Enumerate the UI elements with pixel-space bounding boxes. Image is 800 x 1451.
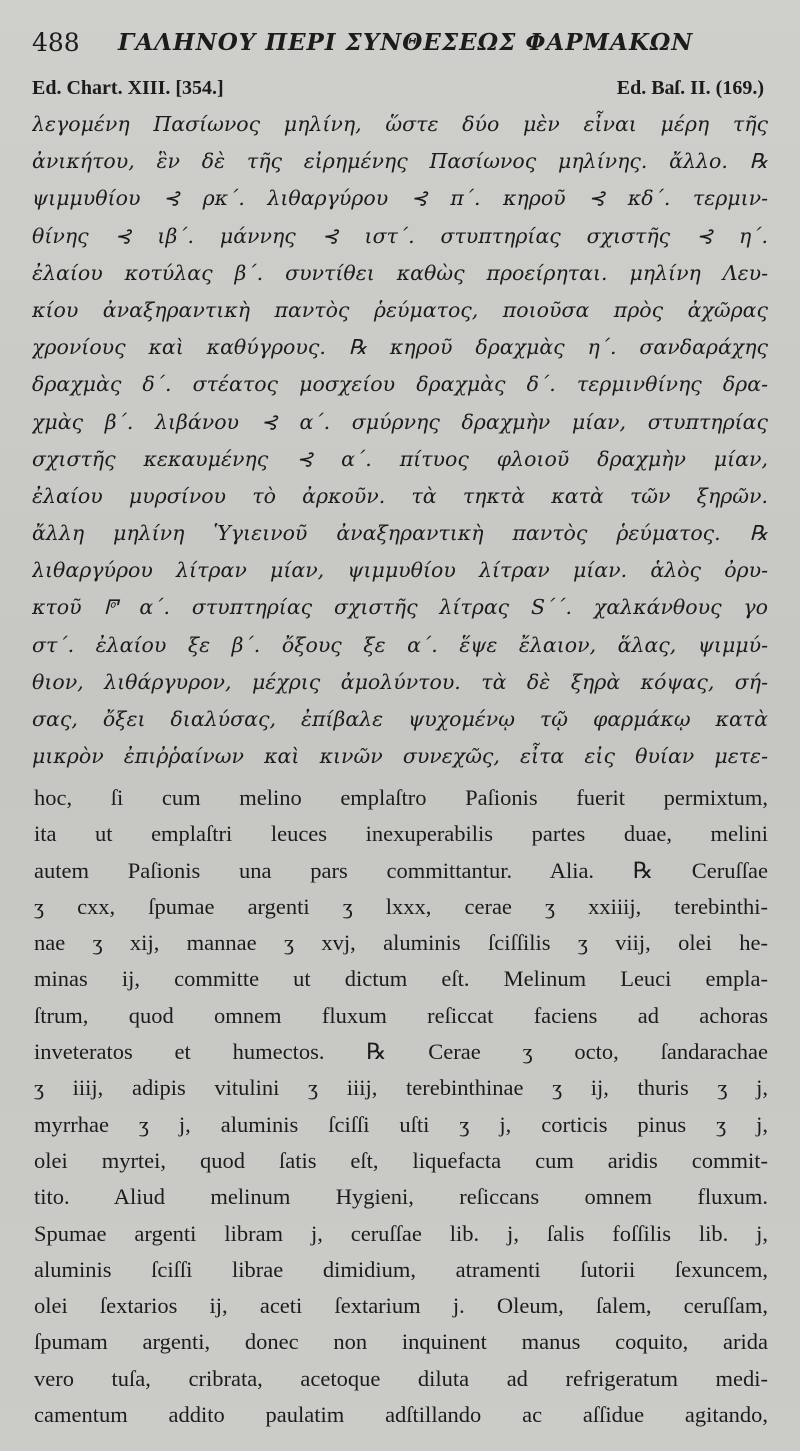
- greek-text-line: μικρὸν ἐπιῤῥαίνων καὶ κινῶν συνεχῶς, εἶτα εἰς θυίαν μετε-: [32, 744, 768, 769]
- greek-text-line: σας, ὄξει διαλύσας, ἐπίβαλε ψυχομένῳ τῷ φαρμάκῳ κατὰ: [32, 707, 768, 731]
- greek-text-line: ἐλαίου μυρσίνου τὸ ἀρκοῦν. τὰ τηκτὰ κατὰ τῶν ξηρῶν.: [32, 483, 768, 508]
- greek-text-line: ἐλαίου κοτύλας β΄. συντίθει καθὼς προείρηται. μηλίνη Λευ-: [32, 260, 768, 285]
- latin-text-line: nae ʒ xij, mannae ʒ xvj, aluminis ſciſſilis ʒ viij, olei he-: [34, 930, 768, 956]
- greek-text-line: σχιστῆς κεκαυμένης ⊰ α΄. πίτυος φλοιοῦ δραχμὴν μίαν,: [32, 446, 768, 471]
- edition-basel: Ed. Baſ. II. (169.): [616, 77, 764, 99]
- latin-text-block: [34, 780, 768, 1433]
- greek-text-line: κτοῦ 𐆄 α΄. στυπτηρίας σχιστῆς λίτρας S΄΄. χαλκάνθους γο: [32, 595, 768, 620]
- greek-text-line: χμὰς β΄. λιβάνου ⊰ α΄. σμύρνης δραχμὴν μίαν, στυπτηρίας: [32, 409, 768, 434]
- greek-text-line: χρονίους καὶ καθύγρους. ℞ κηροῦ δραχμὰς η΄. σανδαράχης: [32, 335, 768, 360]
- latin-text-line: minas ij, committe ut dictum eſt. Melinum Leuci empla-: [34, 966, 768, 992]
- greek-text-block: [32, 106, 768, 775]
- greek-text-line: στ΄. ἐλαίου ξε β΄. ὄξους ξε α΄. ἕψε ἔλαιον, ἅλας, ψιμμύ-: [32, 632, 768, 657]
- greek-text-line: θιον, λιθάργυρον, μέχρις ἀμολύντου. τὰ δὲ ξηρὰ κόψας, σή-: [32, 669, 768, 694]
- latin-text-line: ʒ cxx, ſpumae argenti ʒ lxxx, cerae ʒ xxiiij, terebinthi-: [34, 893, 768, 919]
- running-title: ΓΑΛΗΝΟΥ ΠΕΡΙ ΣΥΝΘΕΣΕΩΣ ΦΑΡΜΑΚΩΝ: [118, 29, 694, 56]
- latin-text-line: ſtrum, quod omnem fluxum reſiccat faciens ad achoras: [34, 1002, 768, 1028]
- latin-text-line: camentum addito paulatim adſtillando ac aſſidue agitando,: [34, 1402, 768, 1428]
- latin-text-line: olei ſextarios ij, aceti ſextarium j. Oleum, ſalem, ceruſſam,: [34, 1293, 768, 1319]
- latin-text-line: myrrhae ʒ j, aluminis ſciſſi uſti ʒ j, corticis pinus ʒ j,: [34, 1111, 768, 1137]
- latin-text-line: ſpumam argenti, donec non inquinent manus coquito, arida: [34, 1329, 768, 1355]
- greek-text-line: κίου ἀναξηραντικὴ παντὸς ῥεύματος, ποιοῦσα πρὸς ἀχῶρας: [32, 297, 768, 322]
- latin-text-line: autem Paſionis una pars committantur. Alia. ℞ Ceruſſae: [34, 857, 768, 883]
- latin-text-line: aluminis ſciſſi librae dimidium, atramenti ſutorii ſexuncem,: [34, 1256, 768, 1282]
- greek-text-line: ἄλλη μηλίνη Ὑγιεινοῦ ἀναξηραντικὴ παντὸς ῥεύματος. ℞: [32, 521, 768, 546]
- greek-text-line: θίνης ⊰ ιβ΄. μάννης ⊰ ιστ΄. στυπτηρίας σχιστῆς ⊰ η΄.: [32, 223, 768, 248]
- latin-text-line: hoc, ſi cum melino emplaſtro Paſionis fuerit permixtum,: [34, 785, 768, 810]
- latin-text-line: olei myrtei, quod ſatis eſt, liquefacta cum aridis commit-: [34, 1147, 768, 1173]
- greek-text-line: δραχμὰς δ΄. στέατος μοσχείου δραχμὰς δ΄. τερμινθίνης δρα-: [32, 372, 768, 397]
- edition-chartier: Ed. Chart. XIII. [354.]: [32, 77, 224, 99]
- latin-text-line: tito. Aliud melinum Hygieni, reſiccans omnem fluxum.: [34, 1184, 768, 1210]
- latin-text-line: ʒ iiij, adipis vitulini ʒ iiij, terebinthinae ʒ ij, thuris ʒ j,: [34, 1075, 768, 1101]
- latin-text-line: inveteratos et humectos. ℞ Cerae ʒ octo, ſandarachae: [34, 1039, 768, 1065]
- latin-text-line: vero tuſa, cribrata, acetoque diluta ad refrigeratum medi-: [34, 1365, 768, 1391]
- latin-text-line: Spumae argenti libram j, ceruſſae lib. j, ſalis foſſilis lib. j,: [34, 1220, 768, 1246]
- page-number: 488: [32, 28, 80, 57]
- greek-text-line: ψιμμυθίου ⊰ ρκ΄. λιθαργύρου ⊰ π΄. κηροῦ ⊰ κδ΄. τερμιν-: [32, 186, 768, 211]
- page-header: [32, 28, 760, 68]
- greek-text-line: λιθαργύρου λίτραν μίαν, ψιμμυθίου λίτραν μίαν. ἁλὸς ὀρυ-: [32, 558, 768, 583]
- edition-reference-line: [32, 77, 764, 107]
- greek-text-line: ἀνικήτου, ἓν δὲ τῆς εἰρημένης Πασίωνος μηλίνης. ἄλλο. ℞: [32, 149, 768, 174]
- latin-text-line: ita ut emplaſtri leuces inexuperabilis partes duae, melini: [34, 821, 768, 847]
- greek-text-line: λεγομένη Πασίωνος μηλίνη, ὥστε δύο μὲν εἶναι μέρη τῆς: [32, 112, 768, 136]
